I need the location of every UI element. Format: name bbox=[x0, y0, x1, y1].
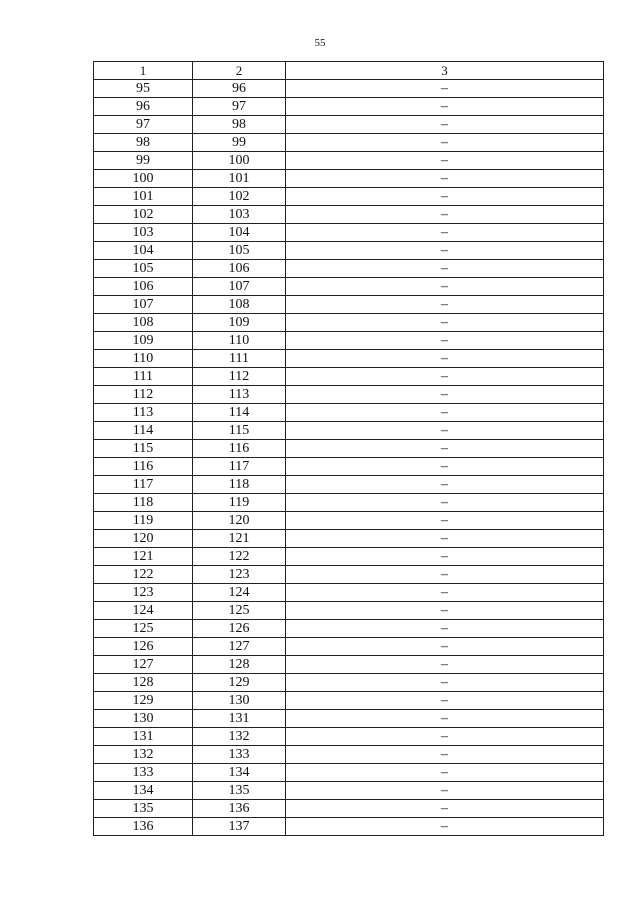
table-cell-col-2: 99 bbox=[193, 134, 286, 152]
table-cell-col-1: 110 bbox=[94, 350, 193, 368]
table-cell-col-1: 106 bbox=[94, 278, 193, 296]
table-cell-col-1: 118 bbox=[94, 494, 193, 512]
table-row bbox=[94, 278, 604, 296]
table-cell-col-1: 130 bbox=[94, 710, 193, 728]
table-cell-col-1: 95 bbox=[94, 80, 193, 98]
column-header-1: 1 bbox=[94, 62, 193, 80]
table-cell-col-1: 115 bbox=[94, 440, 193, 458]
table-cell-col-3: – bbox=[286, 242, 604, 260]
table-row bbox=[94, 746, 604, 764]
table-cell-col-2: 136 bbox=[193, 800, 286, 818]
table-row bbox=[94, 584, 604, 602]
table-cell-col-3: – bbox=[286, 278, 604, 296]
table-row bbox=[94, 602, 604, 620]
table-cell-col-3: – bbox=[286, 188, 604, 206]
table-cell-col-1: 116 bbox=[94, 458, 193, 476]
table-row bbox=[94, 566, 604, 584]
table-cell-col-1: 99 bbox=[94, 152, 193, 170]
table-cell-col-2: 107 bbox=[193, 278, 286, 296]
table-cell-col-3: – bbox=[286, 566, 604, 584]
table-cell-col-2: 116 bbox=[193, 440, 286, 458]
table-cell-col-2: 121 bbox=[193, 530, 286, 548]
table-row bbox=[94, 476, 604, 494]
table-row bbox=[94, 134, 604, 152]
table-cell-col-1: 135 bbox=[94, 800, 193, 818]
table-cell-col-1: 111 bbox=[94, 368, 193, 386]
table-row bbox=[94, 692, 604, 710]
table-header-row bbox=[94, 62, 604, 80]
table-cell-col-2: 108 bbox=[193, 296, 286, 314]
table-cell-col-3: – bbox=[286, 422, 604, 440]
table-cell-col-1: 124 bbox=[94, 602, 193, 620]
table-cell-col-1: 102 bbox=[94, 206, 193, 224]
table-cell-col-3: – bbox=[286, 656, 604, 674]
table-cell-col-3: – bbox=[286, 458, 604, 476]
table-cell-col-2: 131 bbox=[193, 710, 286, 728]
table-cell-col-3: – bbox=[286, 332, 604, 350]
table-cell-col-2: 134 bbox=[193, 764, 286, 782]
table-row bbox=[94, 116, 604, 134]
table-row bbox=[94, 206, 604, 224]
table-cell-col-1: 98 bbox=[94, 134, 193, 152]
table-cell-col-1: 129 bbox=[94, 692, 193, 710]
table-cell-col-2: 114 bbox=[193, 404, 286, 422]
table-row bbox=[94, 422, 604, 440]
table-cell-col-2: 129 bbox=[193, 674, 286, 692]
table-cell-col-2: 120 bbox=[193, 512, 286, 530]
table-cell-col-3: – bbox=[286, 116, 604, 134]
table-cell-col-1: 133 bbox=[94, 764, 193, 782]
table-cell-col-2: 113 bbox=[193, 386, 286, 404]
table-cell-col-3: – bbox=[286, 314, 604, 332]
table-cell-col-3: – bbox=[286, 710, 604, 728]
table-cell-col-3: – bbox=[286, 224, 604, 242]
table-cell-col-2: 97 bbox=[193, 98, 286, 116]
column-header-2: 2 bbox=[193, 62, 286, 80]
table-cell-col-3: – bbox=[286, 746, 604, 764]
table-cell-col-2: 104 bbox=[193, 224, 286, 242]
table-row bbox=[94, 782, 604, 800]
table-cell-col-1: 123 bbox=[94, 584, 193, 602]
table-cell-col-1: 107 bbox=[94, 296, 193, 314]
table-row bbox=[94, 188, 604, 206]
table-cell-col-3: – bbox=[286, 602, 604, 620]
table-cell-col-1: 105 bbox=[94, 260, 193, 278]
table-row bbox=[94, 548, 604, 566]
table-cell-col-1: 112 bbox=[94, 386, 193, 404]
table-cell-col-2: 115 bbox=[193, 422, 286, 440]
table-cell-col-2: 132 bbox=[193, 728, 286, 746]
table-cell-col-1: 114 bbox=[94, 422, 193, 440]
table-cell-col-3: – bbox=[286, 404, 604, 422]
table-row bbox=[94, 764, 604, 782]
table-cell-col-3: – bbox=[286, 674, 604, 692]
table-cell-col-2: 117 bbox=[193, 458, 286, 476]
table-cell-col-3: – bbox=[286, 530, 604, 548]
table-cell-col-3: – bbox=[286, 260, 604, 278]
table-cell-col-2: 123 bbox=[193, 566, 286, 584]
table-cell-col-1: 113 bbox=[94, 404, 193, 422]
table-cell-col-2: 101 bbox=[193, 170, 286, 188]
table-cell-col-1: 121 bbox=[94, 548, 193, 566]
table-row bbox=[94, 674, 604, 692]
table-cell-col-2: 122 bbox=[193, 548, 286, 566]
table-cell-col-3: – bbox=[286, 170, 604, 188]
table-cell-col-3: – bbox=[286, 818, 604, 836]
table-cell-col-3: – bbox=[286, 800, 604, 818]
table-row bbox=[94, 656, 604, 674]
table-cell-col-2: 102 bbox=[193, 188, 286, 206]
table-cell-col-3: – bbox=[286, 512, 604, 530]
table-row bbox=[94, 800, 604, 818]
data-table bbox=[93, 61, 604, 836]
table-cell-col-2: 100 bbox=[193, 152, 286, 170]
table-cell-col-2: 135 bbox=[193, 782, 286, 800]
table-row bbox=[94, 620, 604, 638]
table-cell-col-3: – bbox=[286, 368, 604, 386]
table-cell-col-2: 137 bbox=[193, 818, 286, 836]
table-cell-col-3: – bbox=[286, 764, 604, 782]
table-cell-col-1: 122 bbox=[94, 566, 193, 584]
table-cell-col-3: – bbox=[286, 296, 604, 314]
column-header-3: 3 bbox=[286, 62, 604, 80]
table-cell-col-2: 105 bbox=[193, 242, 286, 260]
table-cell-col-2: 98 bbox=[193, 116, 286, 134]
table-row bbox=[94, 314, 604, 332]
table-cell-col-1: 117 bbox=[94, 476, 193, 494]
table-cell-col-2: 130 bbox=[193, 692, 286, 710]
table-cell-col-2: 125 bbox=[193, 602, 286, 620]
table-row bbox=[94, 98, 604, 116]
table-row bbox=[94, 404, 604, 422]
table-cell-col-1: 134 bbox=[94, 782, 193, 800]
table-row bbox=[94, 638, 604, 656]
table-row bbox=[94, 458, 604, 476]
table-cell-col-1: 104 bbox=[94, 242, 193, 260]
table-cell-col-1: 109 bbox=[94, 332, 193, 350]
table-cell-col-1: 131 bbox=[94, 728, 193, 746]
table-cell-col-1: 120 bbox=[94, 530, 193, 548]
table-row bbox=[94, 332, 604, 350]
table-cell-col-3: – bbox=[286, 728, 604, 746]
table-cell-col-3: – bbox=[286, 782, 604, 800]
table-row bbox=[94, 350, 604, 368]
table-cell-col-3: – bbox=[286, 692, 604, 710]
table-row bbox=[94, 170, 604, 188]
table-row bbox=[94, 242, 604, 260]
table-cell-col-2: 106 bbox=[193, 260, 286, 278]
table-body bbox=[94, 80, 604, 836]
table-row bbox=[94, 530, 604, 548]
table-cell-col-2: 118 bbox=[193, 476, 286, 494]
table-row bbox=[94, 80, 604, 98]
table-row bbox=[94, 260, 604, 278]
table-cell-col-3: – bbox=[286, 386, 604, 404]
table-cell-col-1: 103 bbox=[94, 224, 193, 242]
table-cell-col-2: 112 bbox=[193, 368, 286, 386]
table-cell-col-3: – bbox=[286, 548, 604, 566]
table-row bbox=[94, 818, 604, 836]
table-cell-col-1: 101 bbox=[94, 188, 193, 206]
table-cell-col-1: 125 bbox=[94, 620, 193, 638]
table-cell-col-3: – bbox=[286, 584, 604, 602]
table-cell-col-3: – bbox=[286, 440, 604, 458]
table-cell-col-3: – bbox=[286, 350, 604, 368]
table-cell-col-2: 133 bbox=[193, 746, 286, 764]
table-cell-col-3: – bbox=[286, 476, 604, 494]
table-cell-col-2: 109 bbox=[193, 314, 286, 332]
table-cell-col-2: 103 bbox=[193, 206, 286, 224]
table-cell-col-3: – bbox=[286, 206, 604, 224]
table-cell-col-2: 111 bbox=[193, 350, 286, 368]
table-cell-col-1: 126 bbox=[94, 638, 193, 656]
table-cell-col-1: 127 bbox=[94, 656, 193, 674]
table-cell-col-1: 132 bbox=[94, 746, 193, 764]
table-cell-col-2: 128 bbox=[193, 656, 286, 674]
table-cell-col-3: – bbox=[286, 152, 604, 170]
table-row bbox=[94, 710, 604, 728]
table-row bbox=[94, 386, 604, 404]
table-cell-col-3: – bbox=[286, 494, 604, 512]
table-cell-col-1: 108 bbox=[94, 314, 193, 332]
table-cell-col-1: 97 bbox=[94, 116, 193, 134]
table-cell-col-2: 96 bbox=[193, 80, 286, 98]
table-cell-col-1: 100 bbox=[94, 170, 193, 188]
table-cell-col-2: 127 bbox=[193, 638, 286, 656]
table-row bbox=[94, 494, 604, 512]
table-row bbox=[94, 512, 604, 530]
table-cell-col-1: 128 bbox=[94, 674, 193, 692]
table-cell-col-3: – bbox=[286, 620, 604, 638]
table-cell-col-3: – bbox=[286, 134, 604, 152]
table-row bbox=[94, 296, 604, 314]
table-row bbox=[94, 368, 604, 386]
table-row bbox=[94, 152, 604, 170]
table-cell-col-3: – bbox=[286, 98, 604, 116]
table-row bbox=[94, 440, 604, 458]
table-cell-col-2: 110 bbox=[193, 332, 286, 350]
table-cell-col-1: 119 bbox=[94, 512, 193, 530]
table-cell-col-3: – bbox=[286, 80, 604, 98]
table-cell-col-2: 126 bbox=[193, 620, 286, 638]
table-row bbox=[94, 224, 604, 242]
table-cell-col-3: – bbox=[286, 638, 604, 656]
table-row bbox=[94, 728, 604, 746]
table-cell-col-1: 136 bbox=[94, 818, 193, 836]
table-cell-col-2: 124 bbox=[193, 584, 286, 602]
table-cell-col-2: 119 bbox=[193, 494, 286, 512]
page-number: 55 bbox=[314, 37, 326, 49]
table-cell-col-1: 96 bbox=[94, 98, 193, 116]
